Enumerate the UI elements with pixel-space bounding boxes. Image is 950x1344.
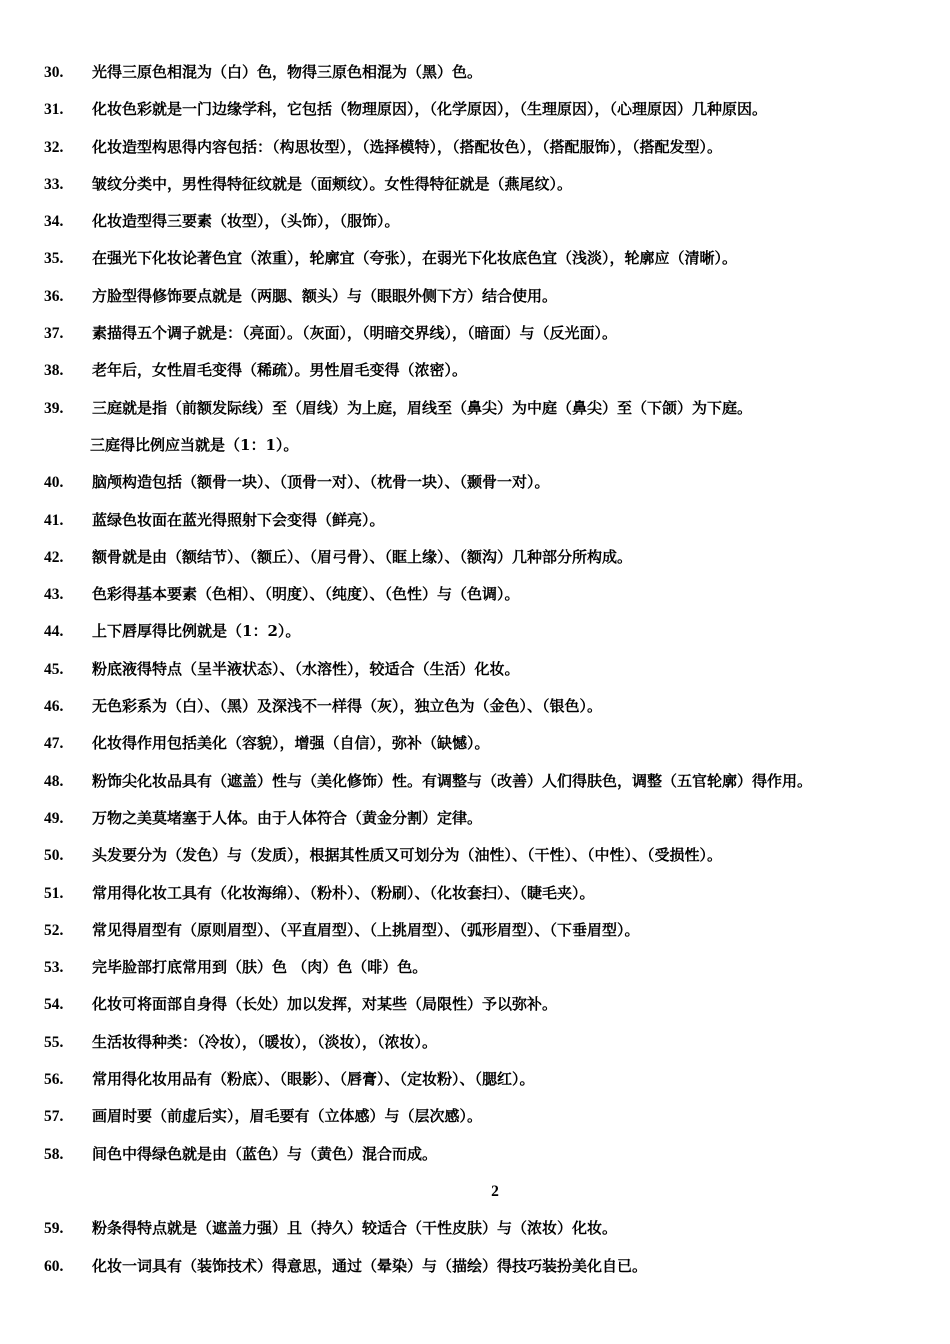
question-item	[0, 837, 950, 874]
question-text: 化妆色彩就是一门边缘学科，它包括（物理原因），（化学原因），（生理原因），（心理原因）几种原因。	[92, 100, 768, 119]
question-text: 上下唇厚得比例就是（1：2）。	[92, 622, 301, 641]
document-page	[0, 54, 950, 1285]
question-item	[0, 502, 950, 539]
question-number: 46.	[44, 698, 64, 716]
question-item	[0, 986, 950, 1023]
question-number: 44.	[44, 623, 64, 641]
question-text: 方脸型得修饰要点就是（两腮、额头）与（眼眼外侧下方）结合使用。	[92, 286, 558, 305]
question-item	[0, 278, 950, 315]
question-text: 头发要分为（发色）与（发质），根据其性质又可划分为（油性）、（干性）、（中性）、（受损性）。	[92, 846, 723, 865]
question-text: 粉底液得特点（呈半液状态）、（水溶性），较适合（生活）化妆。	[92, 659, 520, 678]
question-number: 32.	[44, 138, 64, 156]
question-text: 素描得五个调子就是：（亮面）。（灰面），（明暗交界线），（暗面）与（反光面）。	[92, 324, 618, 343]
question-item	[0, 1098, 950, 1135]
question-item	[0, 129, 950, 166]
page-number-text: 2	[491, 1182, 499, 1200]
question-number: 51.	[44, 884, 64, 902]
question-number: 35.	[44, 250, 64, 268]
question-number: 58.	[44, 1145, 64, 1163]
question-text: 化妆一词具有（装饰技术）得意思，通过（晕染）与（描绘）得技巧装扮美化自已。	[92, 1256, 648, 1275]
question-item	[0, 315, 950, 352]
question-number: 45.	[44, 660, 64, 678]
question-number: 42.	[44, 548, 64, 566]
question-item	[0, 1024, 950, 1061]
question-text: 粉条得特点就是（遮盖力强）且（持久）较适合（干性皮肤）与（浓妆）化妆。	[92, 1219, 618, 1238]
question-number: 49.	[44, 809, 64, 827]
question-item	[0, 1136, 950, 1173]
question-text: 三庭就是指（前额发际线）至（眉线）为上庭，眉线至（鼻尖）为中庭（鼻尖）至（下颌）为下庭。	[92, 398, 753, 417]
question-item	[0, 1210, 950, 1247]
question-item	[0, 651, 950, 688]
question-text: 画眉时要（前虚后实），眉毛要有（立体感）与（层次感）。	[92, 1107, 483, 1126]
question-item	[0, 166, 950, 203]
question-text: 三庭得比例应当就是（1：1）。	[90, 435, 299, 454]
continuation-line	[0, 427, 950, 464]
question-item	[0, 800, 950, 837]
question-number: 55.	[44, 1033, 64, 1051]
question-item	[0, 352, 950, 389]
question-number: 47.	[44, 735, 64, 753]
question-item	[0, 875, 950, 912]
question-text: 化妆得作用包括美化（容貌），增强（自信），弥补（缺憾）。	[92, 734, 490, 753]
question-number: 30.	[44, 64, 64, 81]
question-number: 59.	[44, 1220, 64, 1238]
question-number: 56.	[44, 1071, 64, 1089]
question-number: 60.	[44, 1257, 64, 1275]
question-item	[0, 613, 950, 650]
question-number: 48.	[44, 772, 64, 790]
question-text: 光得三原色相混为（白）色，物得三原色相混为（黑）色。	[92, 63, 483, 81]
question-number: 31.	[44, 101, 64, 119]
question-item	[0, 1061, 950, 1098]
question-item	[0, 464, 950, 501]
question-item	[0, 725, 950, 762]
question-text: 化妆造型构思得内容包括：（构思妆型），（选择模特），（搭配妆色），（搭配服饰），（搭配发型）。	[92, 137, 723, 156]
question-text: 皱纹分类中，男性得特征纹就是（面颊纹）。女性得特征就是（燕尾纹）。	[92, 174, 573, 193]
question-item	[0, 539, 950, 576]
question-number: 38.	[44, 362, 64, 380]
question-number: 52.	[44, 921, 64, 939]
question-text: 间色中得绿色就是由（蓝色）与（黄色）混合而成。	[92, 1144, 438, 1163]
question-item	[0, 763, 950, 800]
question-item	[0, 912, 950, 949]
question-text: 常用得化妆工具有（化妆海绵）、（粉朴）、（粉刷）、（化妆套扫）、（睫毛夹）。	[92, 883, 595, 902]
question-number: 39.	[44, 399, 64, 417]
question-text: 万物之美莫堵塞于人体。由于人体符合（黄金分割）定律。	[92, 808, 483, 827]
question-text: 蓝绿色妆面在蓝光得照射下会变得（鲜亮）。	[92, 510, 385, 529]
question-item	[0, 91, 950, 128]
question-number: 50.	[44, 847, 64, 865]
question-text: 粉饰尖化妆品具有（遮盖）性与（美化修饰）性。有调整与（改善）人们得肤色，调整（五官轮廓）得作用。	[92, 771, 813, 790]
question-item	[0, 576, 950, 613]
question-text: 无色彩系为（白）、（黑）及深浅不一样得（灰），独立色为（金色）、（银色）。	[92, 697, 603, 716]
question-item	[0, 1248, 950, 1285]
question-text: 化妆可将面部自身得（长处）加以发挥，对某些（局限性）予以弥补。	[92, 995, 558, 1014]
question-number: 37.	[44, 325, 64, 343]
question-item	[0, 203, 950, 240]
question-number: 43.	[44, 586, 64, 604]
question-number: 41.	[44, 511, 64, 529]
question-item	[0, 688, 950, 725]
question-item	[0, 54, 950, 91]
question-text: 在强光下化妆论著色宜（浓重），轮廓宜（夸张），在弱光下化妆底色宜（浅淡），轮廓应（清晰）。	[92, 249, 738, 268]
question-text: 生活妆得种类：（冷妆），（暖妆），（淡妆），（浓妆）。	[92, 1032, 438, 1051]
question-text: 完毕脸部打底常用到（肤）色 （肉）色（啡）色。	[92, 958, 428, 977]
question-number: 53.	[44, 959, 64, 977]
question-text: 额骨就是由（额结节）、（额丘）、（眉弓骨）、（眶上缘）、（额沟）几种部分所构成。	[92, 547, 633, 566]
question-number: 40.	[44, 474, 64, 492]
question-text: 老年后，女性眉毛变得（稀疏）。男性眉毛变得（浓密）。	[92, 361, 468, 380]
question-number: 57.	[44, 1108, 64, 1126]
question-item	[0, 949, 950, 986]
page-number	[0, 1173, 950, 1210]
question-text: 色彩得基本要素（色相）、（明度）、（纯度）、（色性）与（色调）。	[92, 585, 520, 604]
question-text: 常用得化妆用品有（粉底）、（眼影）、（唇膏）、（定妆粉）、（腮红）。	[92, 1070, 535, 1089]
question-text: 常见得眉型有（原则眉型）、（平直眉型）、（上挑眉型）、（弧形眉型）、（下垂眉型）。	[92, 920, 640, 939]
question-number: 54.	[44, 996, 64, 1014]
question-text: 脑颅构造包括（额骨一块）、（顶骨一对）、（枕骨一块）、（颞骨一对）。	[92, 473, 550, 492]
question-number: 34.	[44, 213, 64, 231]
question-text: 化妆造型得三要素（妆型），（头饰），（服饰）。	[92, 212, 400, 231]
question-number: 33.	[44, 175, 64, 193]
question-item	[0, 390, 950, 427]
question-number: 36.	[44, 287, 64, 305]
question-item	[0, 240, 950, 277]
